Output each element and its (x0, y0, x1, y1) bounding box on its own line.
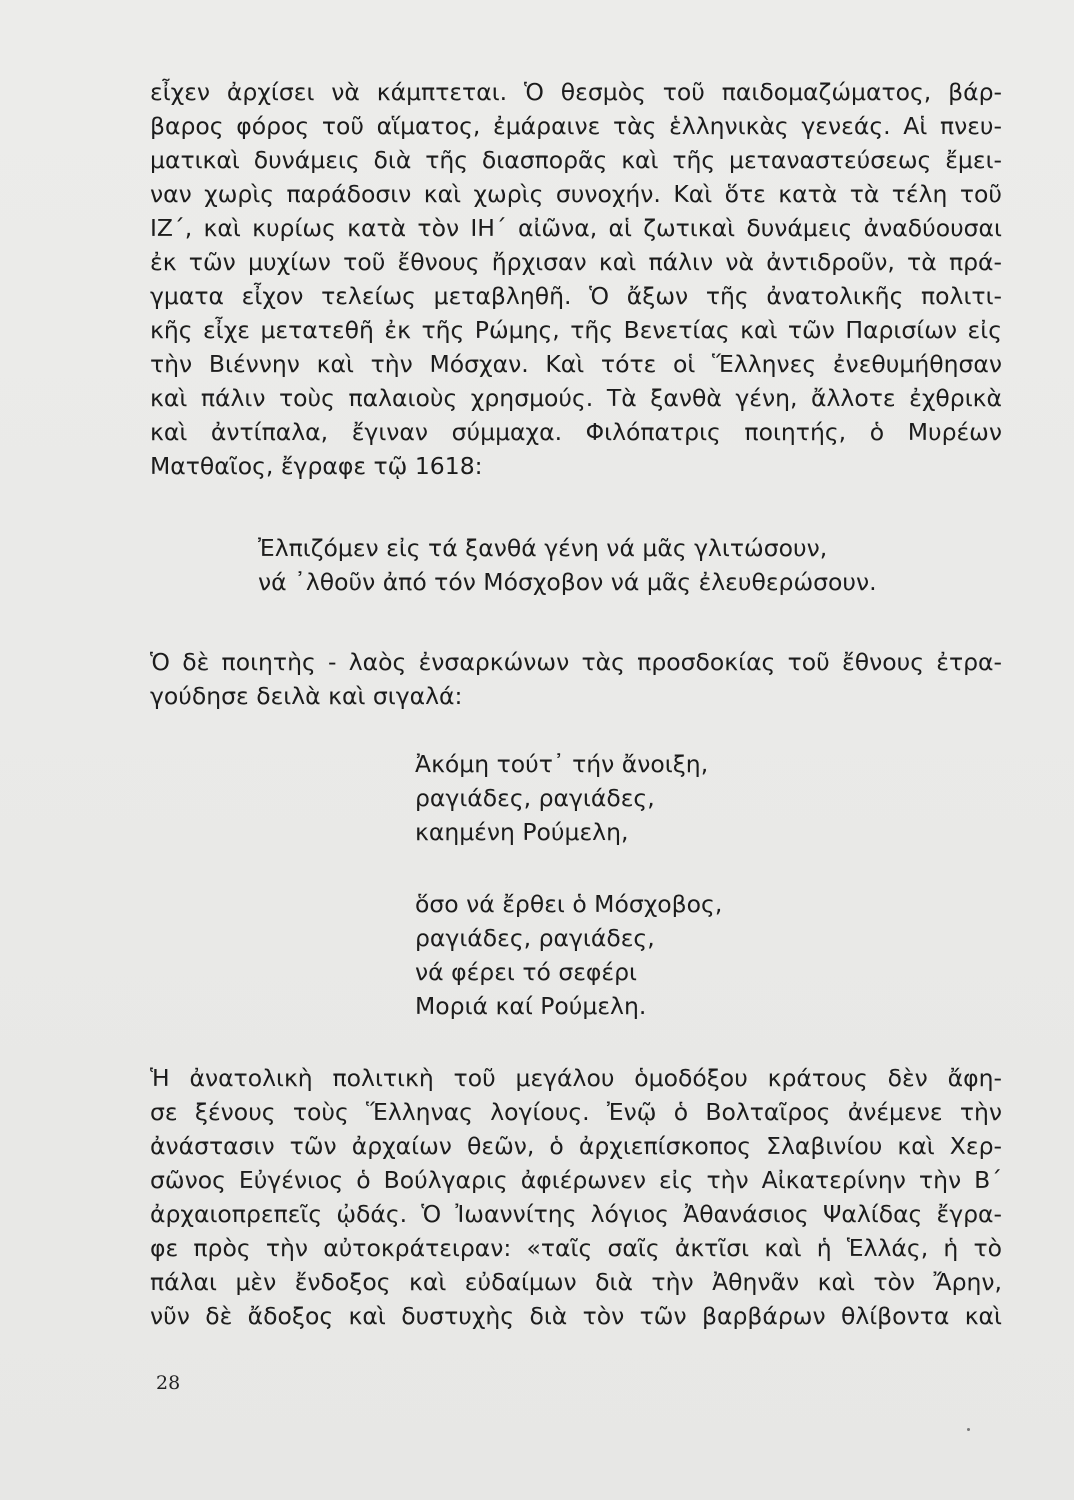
text-line: γούδησε δειλὰ καὶ σιγαλά: (150, 682, 463, 710)
text-line: ἀνάστασιν τῶν ἀρχαίων θεῶν, ὁ ἀρχιεπίσκοπος Σλαβινίου καὶ Χερ- (150, 1132, 1002, 1160)
text-line: σε ξένους τοὺς Ἕλληνας λογίους. Ἐνῷ ὁ Βολταῖρος ἀνέμενε τὴν (150, 1098, 1002, 1126)
text-line: ἐκ τῶν μυχίων τοῦ ἔθνους ἤρχισαν καὶ πάλιν νὰ ἀντιδροῦν, τὰ πρά- (150, 248, 1002, 276)
verse-line: ὅσο νά ἔρθει ὁ Μόσχοβος, (415, 890, 723, 918)
page-number: 28 (156, 1372, 181, 1394)
verse-line: Ἀκόμη τούτ᾿ τήν ἄνοιξη, (415, 750, 709, 778)
text-line: βαρος φόρος τοῦ αἵματος, ἐμάραινε τὰς ἑλληνικὰς γενεάς. Αἱ πνευ- (150, 112, 1002, 140)
text-line: γματα εἶχον τελείως μεταβληθῆ. Ὁ ἄξων τῆς ἀνατολικῆς πολιτι- (150, 282, 1002, 310)
verse-line: νά φέρει τό σεφέρι (415, 958, 637, 986)
text-line: νῦν δὲ ἄδοξος καὶ δυστυχὴς διὰ τὸν τῶν βαρβάρων θλίβοντα καὶ (150, 1302, 1002, 1330)
verse-line: νά ᾿λθοῦν ἀπό τόν Μόσχοβον νά μᾶς ἐλευθερώσουν. (258, 568, 877, 596)
text-line: Ὁ δὲ ποιητὴς - λαὸς ἐνσαρκώνων τὰς προσδοκίας τοῦ ἔθνους ἐτρα- (150, 648, 1002, 676)
verse-line: ραγιάδες, ραγιάδες, (415, 924, 655, 952)
text-line: ματικαὶ δυνάμεις διὰ τῆς διασπορᾶς καὶ τῆς μεταναστεύσεως ἔμει- (150, 146, 1002, 174)
text-line: καὶ πάλιν τοὺς παλαιοὺς χρησμούς. Τὰ ξανθὰ γένη, ἄλλοτε ἐχθρικὰ (150, 384, 1002, 412)
text-line: κῆς εἶχε μετατεθῆ ἐκ τῆς Ρώμης, τῆς Βενετίας καὶ τῶν Παρισίων εἰς (150, 316, 1002, 344)
text-line: σῶνος Εὐγένιος ὁ Βούλγαρις ἀφιέρωνεν εἰς τὴν Αἰκατερίνην τὴν Β΄ (150, 1166, 1002, 1194)
verse-line: Μοριά καί Ρούμελη. (415, 992, 647, 1020)
verse-line: ραγιάδες, ραγιάδες, (415, 784, 655, 812)
text-line: ναν χωρὶς παράδοσιν καὶ χωρὶς συνοχήν. Καὶ ὅτε κατὰ τὰ τέλη τοῦ (150, 180, 1002, 208)
text-line: Ἡ ἀνατολικὴ πολιτικὴ τοῦ μεγάλου ὁμοδόξου κράτους δὲν ἄφη- (150, 1064, 1002, 1092)
text-line: καὶ ἀντίπαλα, ἔγιναν σύμμαχα. Φιλόπατρις ποιητής, ὁ Μυρέων (150, 418, 1002, 446)
text-line: τὴν Βιέννην καὶ τὴν Μόσχαν. Καὶ τότε οἱ Ἕλληνες ἐνεθυμήθησαν (150, 350, 1002, 378)
ink-speck (967, 1428, 970, 1431)
verse-line: καημένη Ρούμελη, (415, 818, 629, 846)
text-line: ἀρχαιοπρεπεῖς ᾠδάς. Ὁ Ἰωαννίτης λόγιος Ἀθανάσιος Ψαλίδας ἔγρα- (150, 1200, 1002, 1228)
text-line: ΙΖ΄, καὶ κυρίως κατὰ τὸν ΙΗ΄ αἰῶνα, αἱ ζωτικαὶ δυνάμεις ἀναδύουσαι (150, 214, 1002, 242)
text-line: φε πρὸς τὴν αὐτοκράτειραν: «ταῖς σαῖς ἀκτῖσι καὶ ἡ Ἑλλάς, ἡ τὸ (150, 1234, 1002, 1262)
text-line: πάλαι μὲν ἔνδοξος καὶ εὐδαίμων διὰ τὴν Ἀθηνᾶν καὶ τὸν Ἄρην, (150, 1268, 1002, 1296)
text-line: Ματθαῖος, ἔγραφε τῷ 1618: (150, 452, 483, 480)
text-line: εἶχεν ἀρχίσει νὰ κάμπτεται. Ὁ θεσμὸς τοῦ παιδομαζώματος, βάρ- (150, 78, 1002, 106)
verse-line: Ἐλπιζόμεν εἰς τά ξανθά γένη νά μᾶς γλιτώσουν, (258, 534, 828, 562)
